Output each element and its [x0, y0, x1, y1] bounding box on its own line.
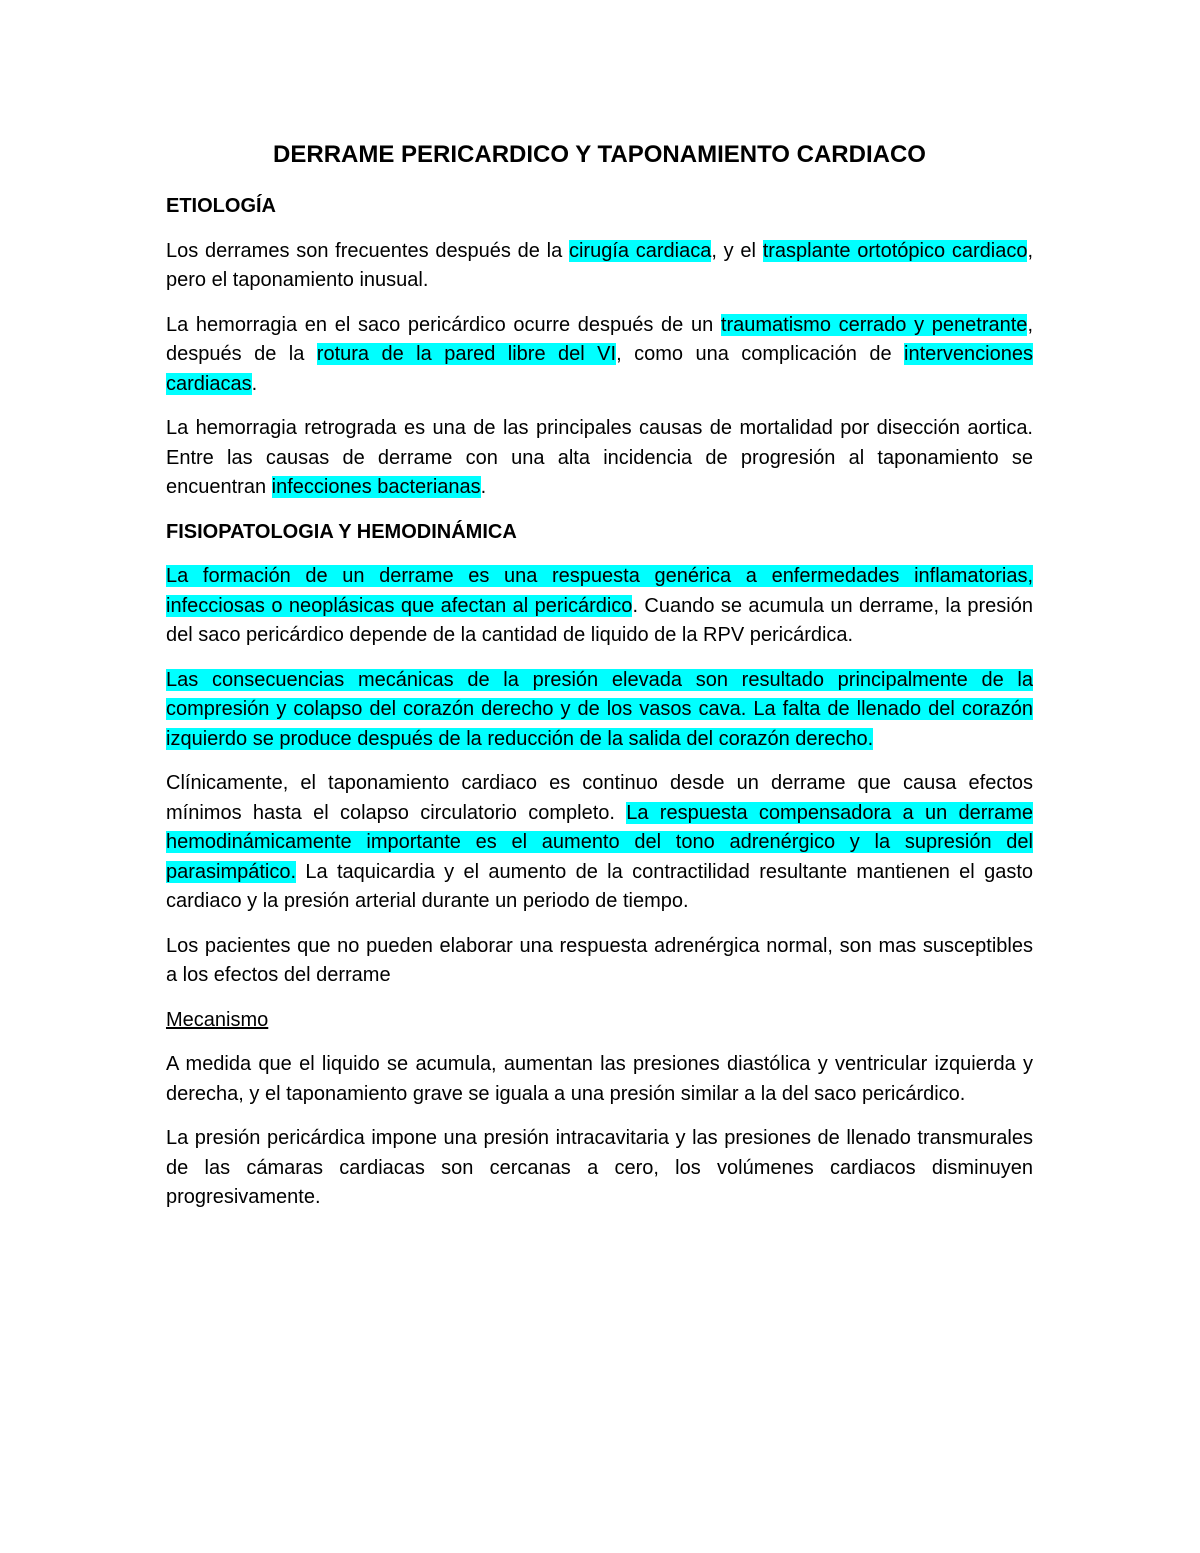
- text-run: , como una complicación de: [616, 343, 905, 365]
- text-run: , pero el taponamiento inusual.: [166, 239, 1034, 291]
- paragraph-fisiopatologia-3: [166, 769, 1033, 917]
- text-run: La hemorragia en el saco pericárdico ocurre después de un: [166, 313, 721, 336]
- highlighted-text: rotura de la pared libre del VI: [316, 343, 617, 365]
- heading-etiologia: ETIOLOGÍA: [166, 195, 276, 217]
- paragraph-fisiopatologia-2: [166, 666, 1033, 755]
- document-body: [166, 140, 1033, 1228]
- text-run: La hemorragia retrograda es una de las principales causas de mortalidad por disección aortica. Entre las causas de derrame con una alta incidencia de progresión al taponamiento se encuentran: [166, 417, 1033, 498]
- highlighted-text: trasplante ortotópico cardiaco: [762, 239, 1028, 262]
- paragraph-etiologia-2: [166, 311, 1033, 400]
- highlighted-text: La formación de un derrame es una respuesta genérica a enfermedades inflamatorias, infecciosas o neoplásicas que afectan al pericárdico: [166, 565, 1033, 617]
- heading-fisiopatologia: FISIOPATOLOGIA Y HEMODINÁMICA: [166, 520, 517, 543]
- text-run: , después de la: [166, 313, 1033, 365]
- text-run: .: [251, 372, 258, 395]
- paragraph-fisiopatologia-1: [166, 562, 1033, 651]
- highlighted-text: cirugía cardiaca: [568, 239, 712, 262]
- text-run: Los derrames son frecuentes después de la: [166, 239, 569, 262]
- highlighted-text: Las consecuencias mecánicas de la presión elevada son resultado principalmente de la compresión y colapso del corazón derecho y de los vasos cava. La falta de llenado del corazón izquierdo se produce después de la reducción de la salida del corazón derecho.: [166, 668, 1033, 750]
- text-run: . Cuando se acumula un derrame, la presión del saco pericárdico depende de la cantidad de liquido de la RPV pericárdica.: [166, 594, 1033, 646]
- text-run: Clínicamente, el taponamiento cardiaco es continuo desde un derrame que causa efectos mínimos hasta el colapso circulatorio completo.: [166, 772, 1033, 824]
- highlighted-text: intervenciones cardiacas: [166, 343, 1033, 395]
- highlighted-text: infecciones bacterianas: [271, 476, 481, 498]
- highlighted-text: traumatismo cerrado y penetrante: [720, 313, 1028, 336]
- highlighted-text: La respuesta compensadora a un derrame hemodinámicamente importante es el aumento del tono adrenérgico y la supresión del parasimpático.: [166, 801, 1033, 883]
- paragraph-mecanismo-2: La presión pericárdica impone una presión intracavitaria y las presiones de llenado transmurales de las cámaras cardiacas son cercanas a cero, los volúmenes cardiacos disminuyen progresivamente.: [166, 1127, 1033, 1208]
- paragraph-mecanismo-1: A medida que el liquido se acumula, aumentan las presiones diastólica y ventricular izquierda y derecha, y el taponamiento grave se iguala a una presión similar a la del saco pericárdico.: [166, 1053, 1033, 1105]
- paragraph-etiologia-3: [166, 414, 1033, 503]
- text-run: La taquicardia y el aumento de la contractilidad resultante mantienen el gasto cardiaco y la presión arterial durante un periodo de tiempo.: [166, 860, 1033, 912]
- document-title: DERRAME PERICARDICO Y TAPONAMIENTO CARDIACO: [273, 141, 926, 168]
- text-run: .: [480, 476, 487, 498]
- paragraph-fisiopatologia-4: Los pacientes que no pueden elaborar una respuesta adrenérgica normal, son mas susceptibles a los efectos del derrame: [166, 934, 1033, 986]
- heading-mecanismo: Mecanismo: [166, 1008, 269, 1031]
- text-run: , y el: [711, 239, 763, 262]
- paragraph-etiologia-1: [166, 237, 1033, 296]
